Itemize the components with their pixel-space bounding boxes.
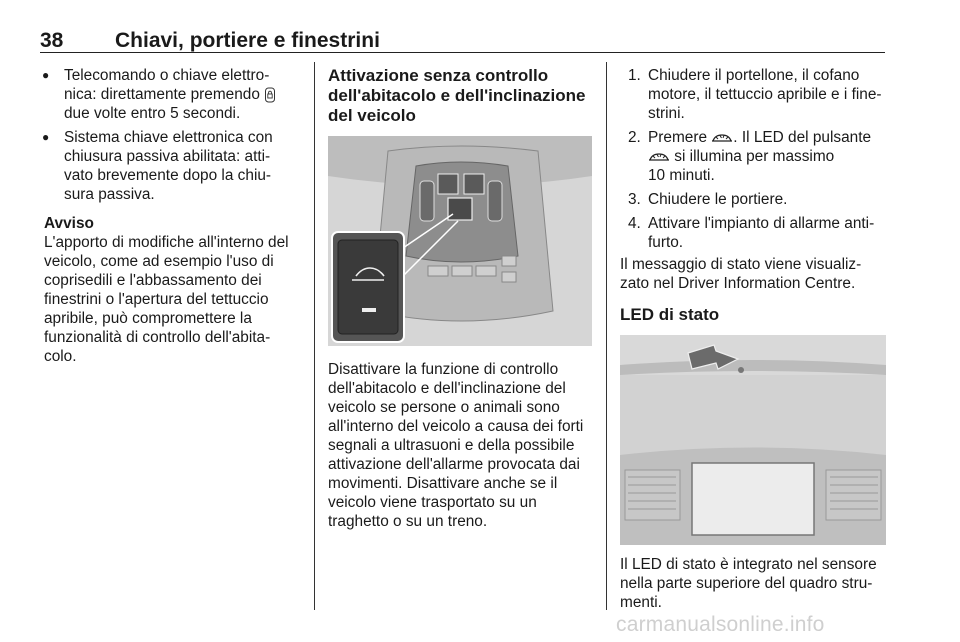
page-number: 38	[40, 29, 64, 52]
page-title: Chiavi, portiere e finestrini	[115, 29, 380, 52]
car-tilt-sensor-icon	[648, 151, 670, 163]
list-item: 4. Attivare l'impianto di allarme anti- furto.	[628, 215, 875, 251]
list-item: 2. Premere . Il LED del pulsante si illumina per massimo 10 minuti.	[628, 129, 872, 184]
bullet-icon: ●	[42, 68, 50, 82]
section-body: Disattivare la funzione di controllo dell'abitacolo e dell'inclinazione del veicolo se persone o animali sono all'interno del veicolo a causa dei forti segnali a ultrasuoni e della possibile attivazione dell'allarme provocata dai movimenti. Disattivare anche se il veicolo viene trasportato su un traghetto o su un treno.	[328, 361, 584, 530]
note-box: Avviso L'apporto di modifiche all'interno del veicolo, come ad esempio l'uso di coprisedili e l'abbassamento dei finestrini o l'apertura del tettuccio apribile, può compromettere la funzionalità di controllo dell'abita- colo.	[40, 214, 302, 366]
section-heading: Attivazione senza controllo dell'abitacolo e dell'inclinazione del veicolo	[328, 66, 586, 125]
bullet-icon: ●	[42, 130, 50, 144]
led-description: Il LED di stato è integrato nel sensore nella parte superiore del quadro stru- menti.	[620, 556, 877, 611]
column-3	[620, 66, 888, 612]
overhead-console-illustration	[328, 136, 592, 346]
column-divider-2	[606, 62, 607, 610]
list-item: ● Telecomando o chiave elettro- nica: direttamente premendo due volte entro 5 secondi.	[40, 66, 302, 123]
key-fob-lock-icon	[264, 87, 276, 103]
status-message-text: Il messaggio di stato viene visualiz- zato nel Driver Information Centre.	[620, 256, 862, 292]
list-item: ● Sistema chiave elettronica con chiusura passiva abilitata: atti- vato brevemente dopo la chiu- sura passiva.	[42, 129, 273, 203]
watermark: carmanualsonline.info	[616, 613, 825, 636]
column-2	[328, 66, 596, 531]
list-item: 3. Chiudere le portiere.	[628, 191, 788, 208]
instrument-panel-illustration	[620, 335, 886, 545]
column-1	[40, 66, 302, 366]
led-heading: LED di stato	[620, 305, 720, 324]
list-item: 1. Chiudere il portellone, il cofano motore, il tettuccio apribile e i fine- strini.	[628, 67, 882, 122]
note-title: Avviso	[44, 215, 94, 232]
car-tilt-sensor-icon	[711, 132, 733, 144]
column-divider-1	[314, 62, 315, 610]
page-header	[40, 30, 885, 53]
